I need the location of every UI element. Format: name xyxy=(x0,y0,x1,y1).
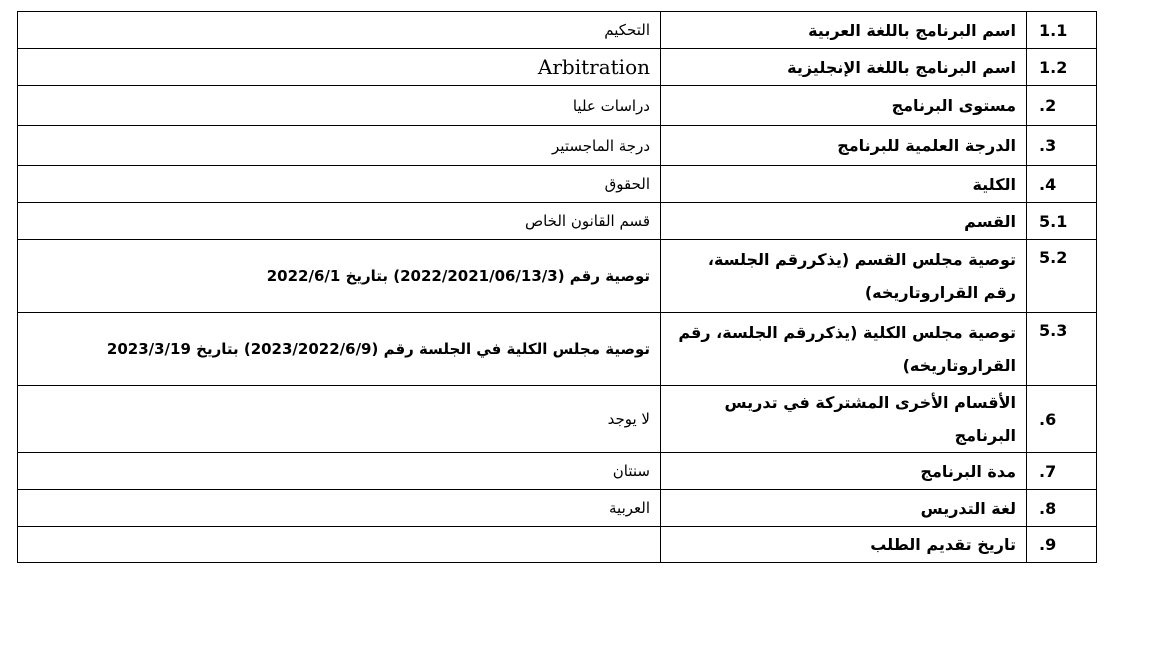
row-number: .3 xyxy=(1027,126,1097,166)
row-value xyxy=(18,527,661,563)
row-number: 1.1 xyxy=(1027,12,1097,49)
table-row xyxy=(18,386,1097,453)
row-label: توصية مجلس القسم (يذكررقم الجلسة، رقم القراروتاريخه) xyxy=(661,240,1027,313)
table-row xyxy=(18,126,1097,166)
row-number: .6 xyxy=(1027,386,1097,453)
row-label: مدة البرنامج xyxy=(661,453,1027,490)
row-number: 1.2 xyxy=(1027,49,1097,86)
table-row xyxy=(18,166,1097,203)
row-label: اسم البرنامج باللغة العربية xyxy=(661,12,1027,49)
table-row xyxy=(18,453,1097,490)
row-label: الكلية xyxy=(661,166,1027,203)
row-value: توصية رقم (2022/2021/06/13/3) بتاريخ 2022/6/1 xyxy=(18,240,661,313)
table-row xyxy=(18,49,1097,86)
row-value: قسم القانون الخاص xyxy=(18,203,661,240)
program-info-table xyxy=(17,11,1097,563)
row-number: 5.2 xyxy=(1027,240,1097,313)
row-value: Arbitration xyxy=(18,49,661,86)
row-label: اسم البرنامج باللغة الإنجليزية xyxy=(661,49,1027,86)
row-value: سنتان xyxy=(18,453,661,490)
row-number: .8 xyxy=(1027,490,1097,527)
row-number: .4 xyxy=(1027,166,1097,203)
row-value: لا يوجد xyxy=(18,386,661,453)
row-number: 5.1 xyxy=(1027,203,1097,240)
table-row xyxy=(18,12,1097,49)
row-number: .2 xyxy=(1027,86,1097,126)
row-label: القسم xyxy=(661,203,1027,240)
table-row xyxy=(18,490,1097,527)
row-number: .9 xyxy=(1027,527,1097,563)
row-value: درجة الماجستير xyxy=(18,126,661,166)
row-value: دراسات عليا xyxy=(18,86,661,126)
table-row xyxy=(18,527,1097,563)
table-row xyxy=(18,203,1097,240)
row-value: التحكيم xyxy=(18,12,661,49)
row-number: .7 xyxy=(1027,453,1097,490)
row-label: توصية مجلس الكلية (يذكررقم الجلسة، رقم القراروتاريخه) xyxy=(661,313,1027,386)
row-label: مستوى البرنامج xyxy=(661,86,1027,126)
table-row xyxy=(18,240,1097,313)
row-value: توصية مجلس الكلية في الجلسة رقم (2023/2022/6/9) بتاريخ 2023/3/19 xyxy=(18,313,661,386)
row-label: تاريخ تقديم الطلب xyxy=(661,527,1027,563)
table-row xyxy=(18,313,1097,386)
row-label: الأقسام الأخرى المشتركة في تدريس البرنامج xyxy=(661,386,1027,453)
row-label: الدرجة العلمية للبرنامج xyxy=(661,126,1027,166)
row-value: العربية xyxy=(18,490,661,527)
row-number: 5.3 xyxy=(1027,313,1097,386)
row-value: الحقوق xyxy=(18,166,661,203)
row-label: لغة التدريس xyxy=(661,490,1027,527)
table-row xyxy=(18,86,1097,126)
